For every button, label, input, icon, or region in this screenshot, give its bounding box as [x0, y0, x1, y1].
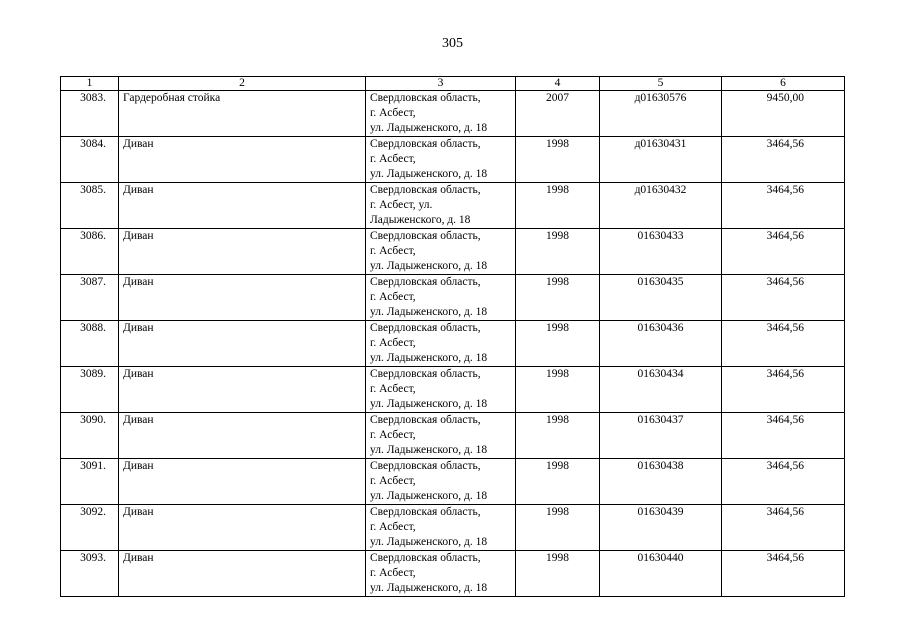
row-number-cell: 3084.	[61, 137, 119, 183]
table-row	[61, 413, 845, 459]
item-name-cell: Диван	[119, 137, 366, 183]
address-line: г. Асбест,	[370, 475, 416, 487]
value-cell: 3464,56	[722, 551, 845, 597]
address-line: Свердловская область,	[370, 184, 481, 196]
year-cell: 1998	[516, 459, 600, 505]
inventory-number-cell: д01630432	[600, 183, 722, 229]
address-line: ул. Ладыженского, д. 18	[370, 306, 488, 318]
year-cell: 2007	[516, 91, 600, 137]
table-row	[61, 367, 845, 413]
year-cell: 1998	[516, 275, 600, 321]
address-cell	[366, 367, 516, 413]
column-number-row	[61, 77, 845, 91]
year-cell: 1998	[516, 367, 600, 413]
address-line: ул. Ладыженского, д. 18	[370, 582, 488, 594]
column-header: 3	[366, 77, 516, 91]
item-name-cell: Гардеробная стойка	[119, 91, 366, 137]
inventory-number-cell: 01630434	[600, 367, 722, 413]
row-number-cell: 3093.	[61, 551, 119, 597]
column-header: 2	[119, 77, 366, 91]
address-line: г. Асбест,	[370, 153, 416, 165]
address-line: г. Асбест,	[370, 521, 416, 533]
address-line: г. Асбест,	[370, 429, 416, 441]
item-name-cell: Диван	[119, 505, 366, 551]
value-cell: 3464,56	[722, 413, 845, 459]
row-number-cell: 3089.	[61, 367, 119, 413]
address-line: г. Асбест,	[370, 567, 416, 579]
inventory-number-cell: 01630438	[600, 459, 722, 505]
address-cell	[366, 413, 516, 459]
inventory-number-cell: 01630440	[600, 551, 722, 597]
address-line: Свердловская область,	[370, 138, 481, 150]
address-line: ул. Ладыженского, д. 18	[370, 536, 488, 548]
table-row	[61, 183, 845, 229]
address-cell	[366, 91, 516, 137]
column-header: 6	[722, 77, 845, 91]
year-cell: 1998	[516, 551, 600, 597]
item-name-cell: Диван	[119, 183, 366, 229]
address-line: г. Асбест,	[370, 245, 416, 257]
address-line: Свердловская область,	[370, 276, 481, 288]
address-cell	[366, 459, 516, 505]
row-number-cell: 3092.	[61, 505, 119, 551]
inventory-number-cell: 01630433	[600, 229, 722, 275]
column-header: 1	[61, 77, 119, 91]
table-row	[61, 137, 845, 183]
value-cell: 3464,56	[722, 321, 845, 367]
row-number-cell: 3086.	[61, 229, 119, 275]
address-cell	[366, 275, 516, 321]
address-line: Свердловская область,	[370, 552, 481, 564]
table-row	[61, 91, 845, 137]
address-cell	[366, 505, 516, 551]
table-row	[61, 459, 845, 505]
value-cell: 3464,56	[722, 183, 845, 229]
year-cell: 1998	[516, 183, 600, 229]
address-line: ул. Ладыженского, д. 18	[370, 490, 488, 502]
address-line: Свердловская область,	[370, 506, 481, 518]
address-cell	[366, 229, 516, 275]
item-name-cell: Диван	[119, 551, 366, 597]
value-cell: 9450,00	[722, 91, 845, 137]
row-number-cell: 3087.	[61, 275, 119, 321]
address-line: ул. Ладыженского, д. 18	[370, 122, 488, 134]
address-line: Свердловская область,	[370, 368, 481, 380]
address-line: Свердловская область,	[370, 322, 481, 334]
address-line: ул. Ладыженского, д. 18	[370, 168, 488, 180]
inventory-number-cell: д01630576	[600, 91, 722, 137]
address-cell	[366, 183, 516, 229]
value-cell: 3464,56	[722, 367, 845, 413]
year-cell: 1998	[516, 413, 600, 459]
inventory-number-cell: 01630437	[600, 413, 722, 459]
property-register-table	[60, 76, 845, 597]
address-line: ул. Ладыженского, д. 18	[370, 398, 488, 410]
item-name-cell: Диван	[119, 367, 366, 413]
year-cell: 1998	[516, 505, 600, 551]
year-cell: 1998	[516, 321, 600, 367]
address-line: г. Асбест,	[370, 383, 416, 395]
address-cell	[366, 321, 516, 367]
address-line: Ладыженского, д. 18	[370, 214, 471, 226]
address-line: Свердловская область,	[370, 230, 481, 242]
table-row	[61, 229, 845, 275]
table-row	[61, 321, 845, 367]
page-number: 305	[442, 36, 463, 51]
address-line: ул. Ладыженского, д. 18	[370, 260, 488, 272]
address-line: г. Асбест,	[370, 337, 416, 349]
year-cell: 1998	[516, 137, 600, 183]
table-row	[61, 551, 845, 597]
address-line: г. Асбест, ул.	[370, 199, 433, 211]
address-line: г. Асбест,	[370, 107, 416, 119]
row-number-cell: 3090.	[61, 413, 119, 459]
item-name-cell: Диван	[119, 275, 366, 321]
address-line: ул. Ладыженского, д. 18	[370, 444, 488, 456]
table-row	[61, 275, 845, 321]
value-cell: 3464,56	[722, 505, 845, 551]
row-number-cell: 3088.	[61, 321, 119, 367]
inventory-number-cell: д01630431	[600, 137, 722, 183]
value-cell: 3464,56	[722, 459, 845, 505]
year-cell: 1998	[516, 229, 600, 275]
row-number-cell: 3091.	[61, 459, 119, 505]
inventory-number-cell: 01630436	[600, 321, 722, 367]
address-line: Свердловская область,	[370, 92, 481, 104]
item-name-cell: Диван	[119, 413, 366, 459]
item-name-cell: Диван	[119, 229, 366, 275]
table-row	[61, 505, 845, 551]
address-line: Свердловская область,	[370, 460, 481, 472]
address-line: ул. Ладыженского, д. 18	[370, 352, 488, 364]
column-header: 4	[516, 77, 600, 91]
value-cell: 3464,56	[722, 229, 845, 275]
column-header: 5	[600, 77, 722, 91]
address-line: г. Асбест,	[370, 291, 416, 303]
address-line: Свердловская область,	[370, 414, 481, 426]
table-body	[61, 91, 845, 597]
address-cell	[366, 137, 516, 183]
inventory-number-cell: 01630435	[600, 275, 722, 321]
address-cell	[366, 551, 516, 597]
item-name-cell: Диван	[119, 321, 366, 367]
row-number-cell: 3085.	[61, 183, 119, 229]
table-header	[61, 77, 845, 91]
item-name-cell: Диван	[119, 459, 366, 505]
value-cell: 3464,56	[722, 137, 845, 183]
inventory-number-cell: 01630439	[600, 505, 722, 551]
value-cell: 3464,56	[722, 275, 845, 321]
row-number-cell: 3083.	[61, 91, 119, 137]
